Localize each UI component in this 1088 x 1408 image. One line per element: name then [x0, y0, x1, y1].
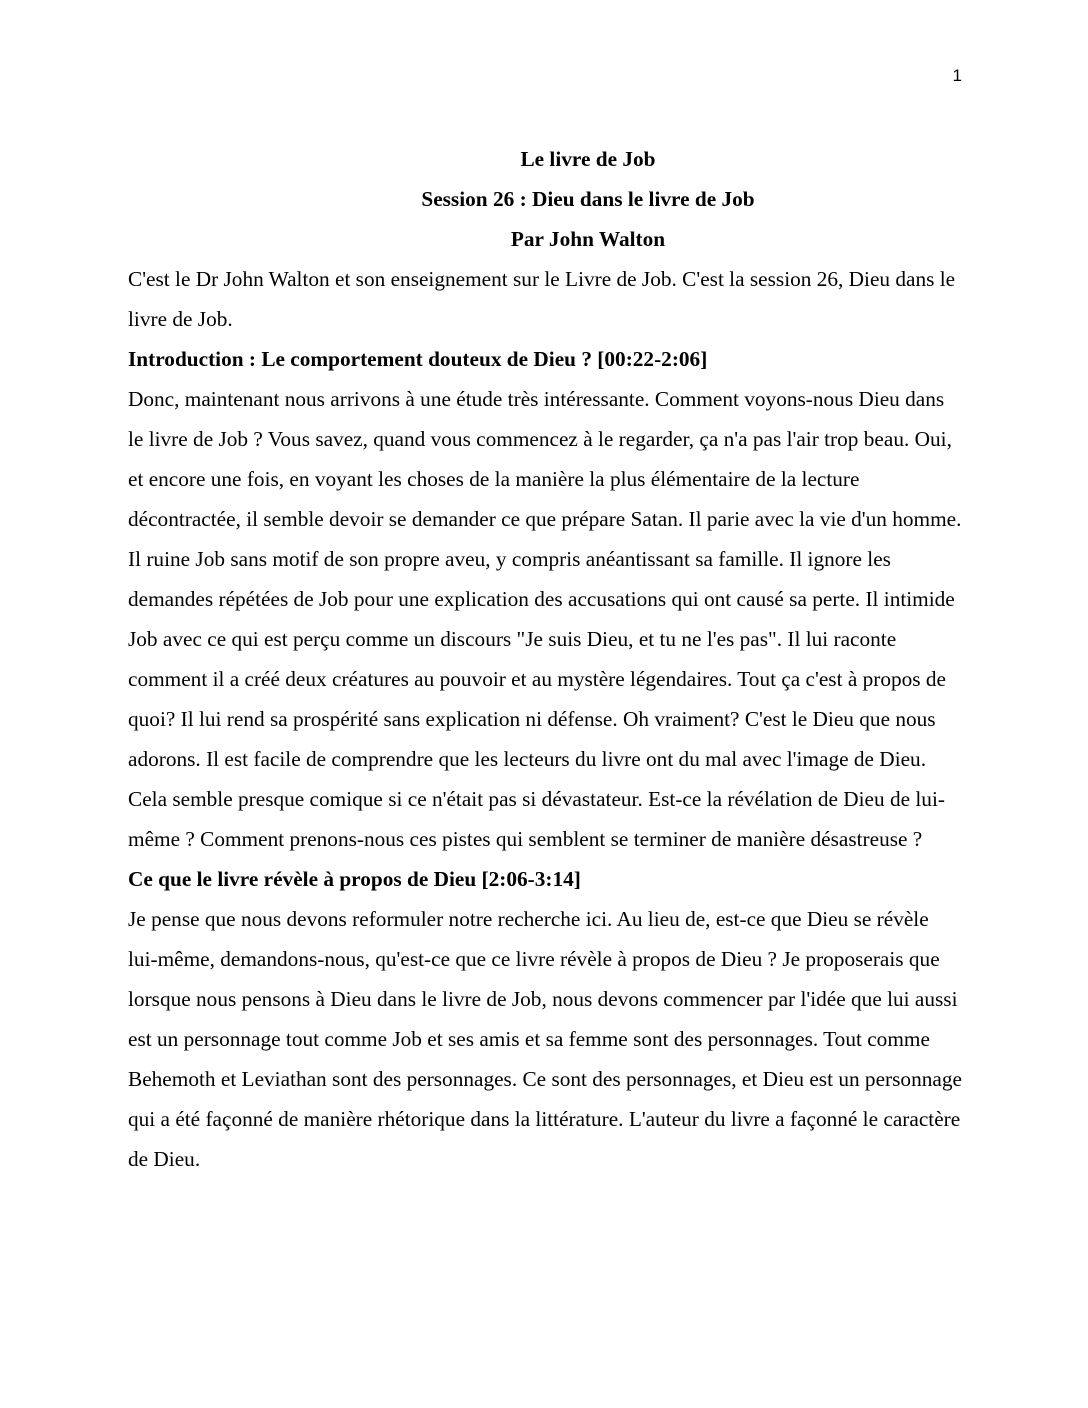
session-title: Session 26 : Dieu dans le livre de Job — [421, 187, 755, 211]
section-paragraph-introduction: Donc, maintenant nous arrivons à une étude très intéressante. Comment voyons-nous Dieu dans le livre de Job ? Vous savez, quand vous commencez à le regarder, ça n'a pas l'air trop beau. Oui, et encore une fois, en voyant les choses de la manière la plus élémentaire de la lecture décontractée, il semble devoir se demander ce que prépare Satan. Il parie avec la vie d'un homme. Il ruine Job sans motif de son propre aveu, y compris anéantissant sa famille. Il ignore les demandes répétées de Job pour une explication des accusations qui ont causé sa perte. Il intimide Job avec ce qui est perçu comme un discours "Je suis Dieu, et tu ne l'es pas". Il lui raconte comment il a créé deux créatures au pouvoir et au mystère légendaires. Tout ça c'est à propos de quoi? Il lui rend sa prospérité sans explication ni défense. Oh vraiment? C'est le Dieu que nous adorons. Il est facile de comprendre que les lecteurs du livre ont du mal avec l'image de Dieu. Cela semble presque comique si ce n'était pas si dévastateur. Est-ce la révélation de Dieu de lui-même ? Comment prenons-nous ces pistes qui semblent se terminer de manière désastreuse ? — [128, 387, 962, 851]
author-line: Par John Walton — [510, 227, 666, 251]
section-heading-revelation: Ce que le livre révèle à propos de Dieu [2:06-3:14] — [128, 867, 581, 891]
intro-paragraph: C'est le Dr John Walton et son enseignement sur le Livre de Job. C'est la session 26, Dieu dans le livre de Job. — [128, 267, 956, 331]
title-block — [214, 139, 962, 259]
section-paragraph-revelation: Je pense que nous devons reformuler notre recherche ici. Au lieu de, est-ce que Dieu se révèle lui-même, demandons-nous, qu'est-ce que ce livre révèle à propos de Dieu ? Je proposerais que lorsque nous pensons à Dieu dans le livre de Job, nous devons commencer par l'idée que lui aussi est un personnage tout comme Job et ses amis et sa femme sont des personnages. Tout comme Behemoth et Leviathan sont des personnages. Ce sont des personnages, et Dieu est un personnage qui a été façonné de manière rhétorique dans la littérature. L'auteur du livre a façonné le caractère de Dieu. — [128, 907, 962, 1171]
page-number: 1 — [952, 66, 962, 85]
document-content — [128, 139, 962, 1179]
section-heading-introduction: Introduction : Le comportement douteux de Dieu ? [00:22-2:06] — [128, 347, 708, 371]
document-title: Le livre de Job — [520, 147, 656, 171]
